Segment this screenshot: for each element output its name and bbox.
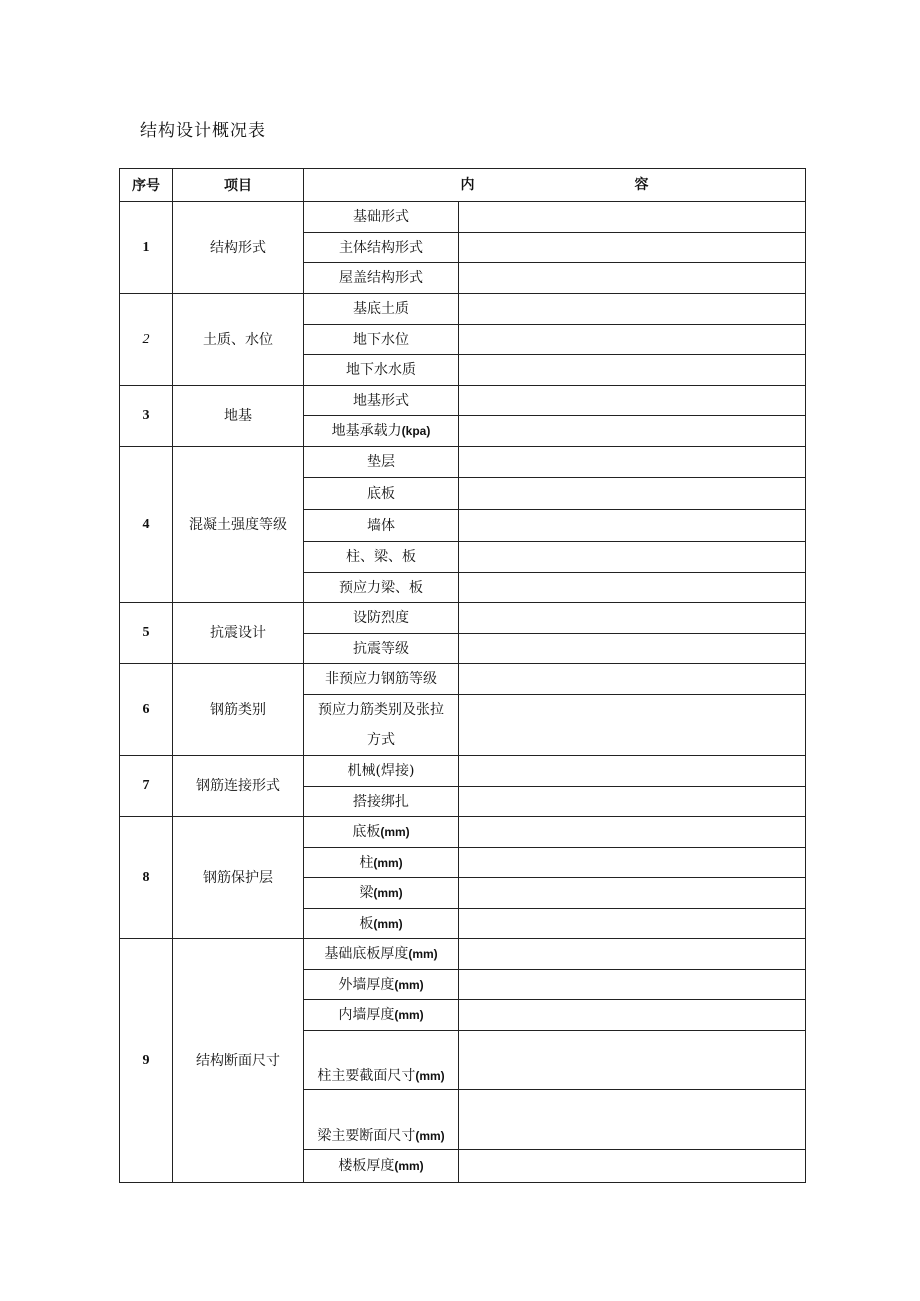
value-cell[interactable] [459,202,806,233]
value-cell[interactable] [459,416,806,447]
group-seq: 8 [120,817,173,939]
value-cell[interactable] [459,325,806,355]
header-content-a: 内 [460,177,475,193]
sub-item-label [304,970,459,1000]
group-name: 土质、水位 [173,294,304,386]
header-content-b: 容 [634,177,649,193]
sub-item-label-text: 梁 [359,885,374,901]
value-cell[interactable] [459,478,806,510]
unit-label: (mm) [394,1159,424,1173]
sub-item-label: 主体结构形式 [304,233,459,263]
group-name: 结构形式 [173,202,304,294]
sub-item-label-text: 外墙厚度 [338,976,395,993]
sub-item-label: 预应力筋类别及张拉方式 [304,695,459,756]
sub-item-label: 预应力梁、板 [304,573,459,603]
unit-label: (mm) [394,1008,424,1022]
group-seq: 4 [120,447,173,603]
group-name: 结构断面尺寸 [173,939,304,1183]
group-name: 钢筋连接形式 [173,756,304,817]
value-cell[interactable] [459,756,806,787]
value-cell[interactable] [459,909,806,939]
unit-label: (mm) [415,1069,445,1083]
sub-item-label-text: 底板 [352,824,381,840]
group-seq: 7 [120,756,173,817]
table-row [120,939,806,970]
value-cell[interactable] [459,878,806,909]
sub-item-label: 搭接绑扎 [304,787,459,817]
table-row [120,294,806,325]
value-cell[interactable] [459,1000,806,1031]
group-name: 地基 [173,386,304,447]
sub-item-label: 设防烈度 [304,603,459,634]
unit-label: (mm) [373,916,403,931]
sub-item-label: 抗震等级 [304,634,459,664]
sub-item-label: 屋盖结构形式 [304,263,459,294]
table-header-row [120,169,806,202]
sub-item-label: 垫层 [304,447,459,478]
sub-item-label [304,1000,459,1031]
value-cell[interactable] [459,233,806,263]
unit-label: (mm) [380,825,410,839]
unit-label: (mm) [373,886,403,900]
value-cell[interactable] [459,787,806,817]
sub-item-label-text: 楼板厚度 [338,1158,395,1174]
sub-item-label-text: 内墙厚度 [338,1007,395,1023]
group-seq: 1 [120,202,173,294]
group-name: 钢筋类别 [173,664,304,756]
unit-label: (mm) [415,1129,445,1143]
sub-item-label: 柱、梁、板 [304,542,459,573]
value-cell[interactable] [459,294,806,325]
value-cell[interactable] [459,447,806,478]
sub-item-label: 地下水位 [304,325,459,355]
value-cell[interactable] [459,1150,806,1183]
group-seq: 5 [120,603,173,664]
sub-item-label [304,1090,459,1150]
header-item: 项目 [173,169,304,202]
unit-label: (mm) [408,947,438,961]
value-cell[interactable] [459,664,806,695]
value-cell[interactable] [459,1090,806,1150]
sub-item-label-text: 地基承载力 [331,423,402,439]
sub-item-label-text: 柱主要截面尺寸 [317,1068,416,1084]
group-seq: 9 [120,939,173,1183]
sub-item-label: 基底土质 [304,294,459,325]
table-row [120,817,806,848]
value-cell[interactable] [459,386,806,416]
sub-item-label [304,848,459,878]
header-content [304,169,806,202]
group-seq: 3 [120,386,173,447]
sub-item-label: 非预应力钢筋等级 [304,664,459,695]
group-name: 钢筋保护层 [173,817,304,939]
sub-item-label: 地基形式 [304,386,459,416]
group-name: 抗震设计 [173,603,304,664]
table-row [120,664,806,695]
sub-item-label-text: 柱 [359,854,374,871]
value-cell[interactable] [459,603,806,634]
sub-item-label: 基础形式 [304,202,459,233]
sub-item-label-text: 基础底板厚度 [324,946,409,962]
sub-item-label: 墙体 [304,510,459,542]
sub-item-label [304,416,459,447]
sub-item-label [304,817,459,848]
sub-item-label [304,1150,459,1183]
value-cell[interactable] [459,263,806,294]
sub-item-label [304,1031,459,1090]
table-row [120,756,806,787]
sub-item-label: 机械(焊接) [304,756,459,787]
sub-item-label [304,878,459,909]
sub-item-label-text: 梁主要断面尺寸 [317,1128,416,1144]
sub-item-label: 地下水水质 [304,355,459,386]
value-cell[interactable] [459,573,806,603]
sub-item-label [304,909,459,939]
group-seq: 6 [120,664,173,756]
sub-item-label [304,939,459,970]
page-title: 结构设计概况表 [140,121,266,141]
value-cell[interactable] [459,542,806,573]
table-row [120,202,806,233]
table-row [120,603,806,634]
unit-label: (mm) [373,855,403,870]
value-cell[interactable] [459,634,806,664]
value-cell[interactable] [459,510,806,542]
group-seq: 2 [120,294,173,386]
header-seq: 序号 [120,169,173,202]
sub-item-label: 底板 [304,478,459,510]
value-cell[interactable] [459,1031,806,1090]
table-row [120,386,806,416]
table-row [120,447,806,478]
sub-item-label-text: 板 [359,915,374,932]
value-cell[interactable] [459,817,806,848]
value-cell[interactable] [459,848,806,878]
value-cell[interactable] [459,939,806,970]
group-name: 混凝土强度等级 [173,447,304,603]
unit-label: (mm) [394,977,424,992]
unit-label: (kpa) [401,424,431,438]
value-cell[interactable] [459,695,806,756]
value-cell[interactable] [459,970,806,1000]
structure-design-table [119,168,806,1183]
value-cell[interactable] [459,355,806,386]
